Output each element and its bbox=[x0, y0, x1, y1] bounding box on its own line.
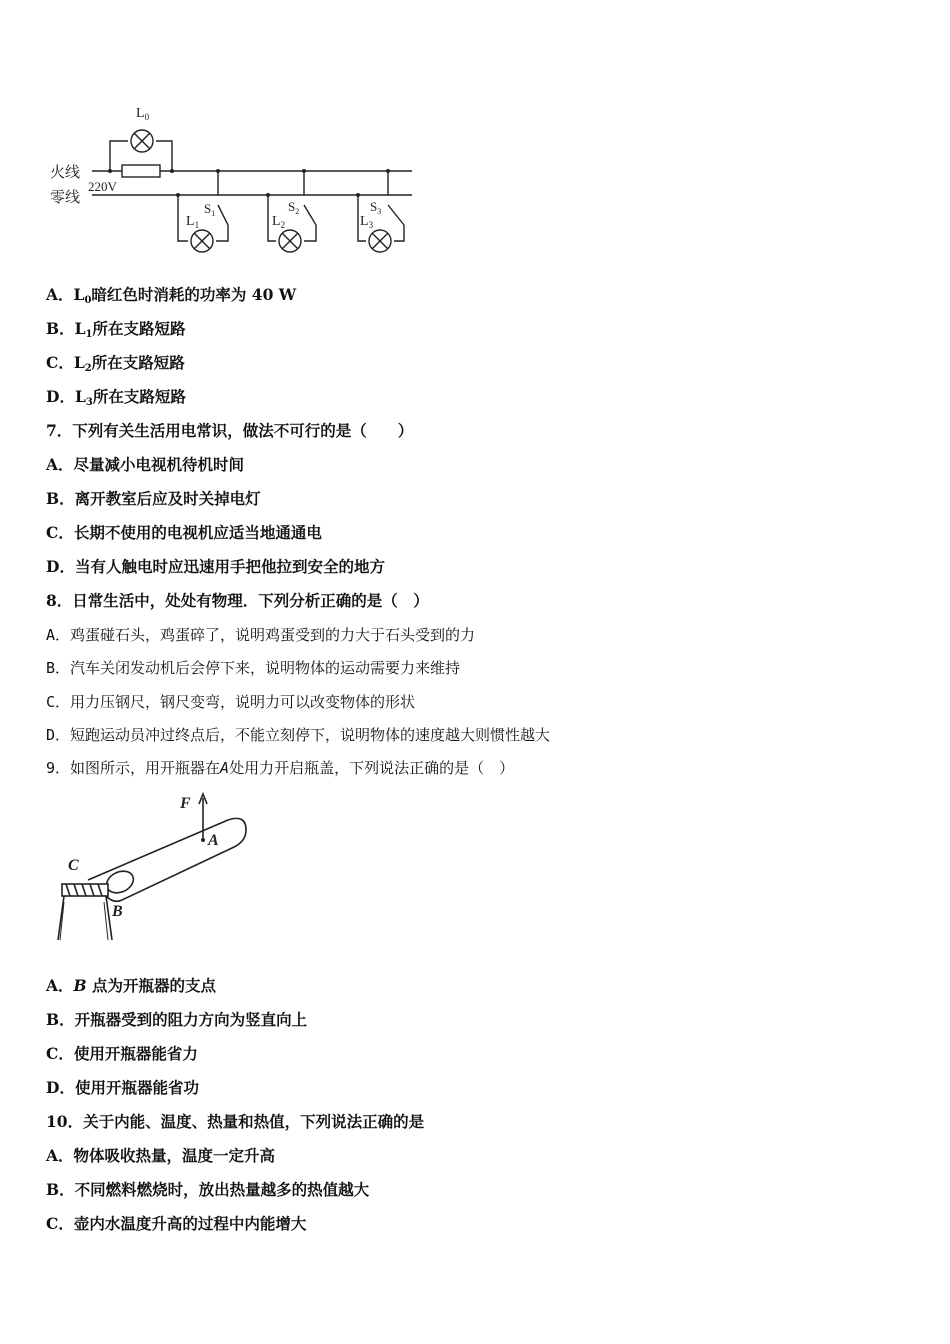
q8-option-b[interactable]: B．汽车关闭发动机后会停下来，说明物体的运动需要力来维持 bbox=[46, 659, 461, 677]
s3-label: $S_3$ bbox=[370, 199, 382, 216]
lamp-l0 bbox=[131, 130, 153, 152]
q8-option-d[interactable]: D．短跑运动员冲过终点后，不能立刻停下，说明物体的速度越大则惯性越大 bbox=[46, 726, 551, 744]
q7-option-a[interactable]: A．尽量减小电视机待机时间 bbox=[46, 455, 245, 474]
q9-option-a[interactable]: A．B 点为开瓶器的支点 bbox=[46, 976, 217, 995]
q10-option-a[interactable]: A．物体吸收热量，温度一定升高 bbox=[46, 1146, 276, 1165]
bottle-opener-figure bbox=[48, 790, 258, 945]
q8-option-a[interactable]: A．鸡蛋碰石头，鸡蛋碎了，说明鸡蛋受到的力大于石头受到的力 bbox=[46, 626, 476, 644]
q6-option-b[interactable]: B．$L_1$所在支路短路 bbox=[46, 319, 186, 340]
q6-option-c[interactable]: C．$L_2$所在支路短路 bbox=[46, 353, 185, 374]
q8-stem: 8．日常生活中，处处有物理．下列分析正确的是（ ） bbox=[46, 591, 429, 610]
q7-stem: 7．下列有关生活用电常识，做法不可行的是（ ） bbox=[46, 421, 414, 440]
q7-option-b[interactable]: B．离开教室后应及时关掉电灯 bbox=[46, 489, 261, 508]
q7-option-d[interactable]: D．当有人触电时应迅速用手把他拉到安全的地方 bbox=[46, 557, 385, 576]
q10-option-b[interactable]: B．不同燃料燃烧时，放出热量越多的热值越大 bbox=[46, 1180, 370, 1199]
figure-label-b: B bbox=[112, 903, 123, 920]
q9-stem: 9．如图所示，用开瓶器在A处用力开启瓶盖，下列说法正确的是（ ） bbox=[46, 759, 515, 777]
voltage-label: 220V bbox=[88, 179, 117, 194]
q6-option-a[interactable]: A．$L_0$暗红色时消耗的功率为 40 W bbox=[46, 285, 297, 306]
q8-option-c[interactable]: C．用力压钢尺，钢尺变弯，说明力可以改变物体的形状 bbox=[46, 693, 416, 711]
l2-label: $L_2$ bbox=[272, 214, 286, 230]
q6-option-d[interactable]: D．$L_3$所在支路短路 bbox=[46, 387, 186, 408]
live-wire-label: 火线 bbox=[50, 165, 81, 181]
figure-label-a: A bbox=[208, 832, 219, 849]
q7-option-c[interactable]: C．长期不使用的电视机应适当地通通电 bbox=[46, 523, 322, 542]
l1-label: $L_1$ bbox=[186, 214, 200, 230]
q10-option-c[interactable]: C．壶内水温度升高的过程中内能增大 bbox=[46, 1214, 307, 1233]
q10-stem: 10．关于内能、温度、热量和热值，下列说法正确的是 bbox=[46, 1112, 425, 1131]
figure-label-f: F bbox=[180, 795, 191, 812]
lamp-l1 bbox=[191, 230, 213, 252]
circuit-diagram bbox=[40, 95, 420, 265]
lamp-l3 bbox=[369, 230, 391, 252]
l3-label: $L_3$ bbox=[360, 214, 374, 230]
q9-option-c[interactable]: C．使用开瓶器能省力 bbox=[46, 1044, 198, 1063]
s2-label: $S_2$ bbox=[288, 199, 300, 216]
q9-option-d[interactable]: D．使用开瓶器能省功 bbox=[46, 1078, 199, 1097]
s1-label: $S_1$ bbox=[204, 201, 216, 218]
l0-label: $L_0$ bbox=[136, 106, 150, 122]
q9-option-b[interactable]: B．开瓶器受到的阻力方向为竖直向上 bbox=[46, 1010, 308, 1029]
neutral-wire-label: 零线 bbox=[50, 190, 81, 206]
lamp-l2 bbox=[279, 230, 301, 252]
figure-label-c: C bbox=[68, 857, 79, 874]
